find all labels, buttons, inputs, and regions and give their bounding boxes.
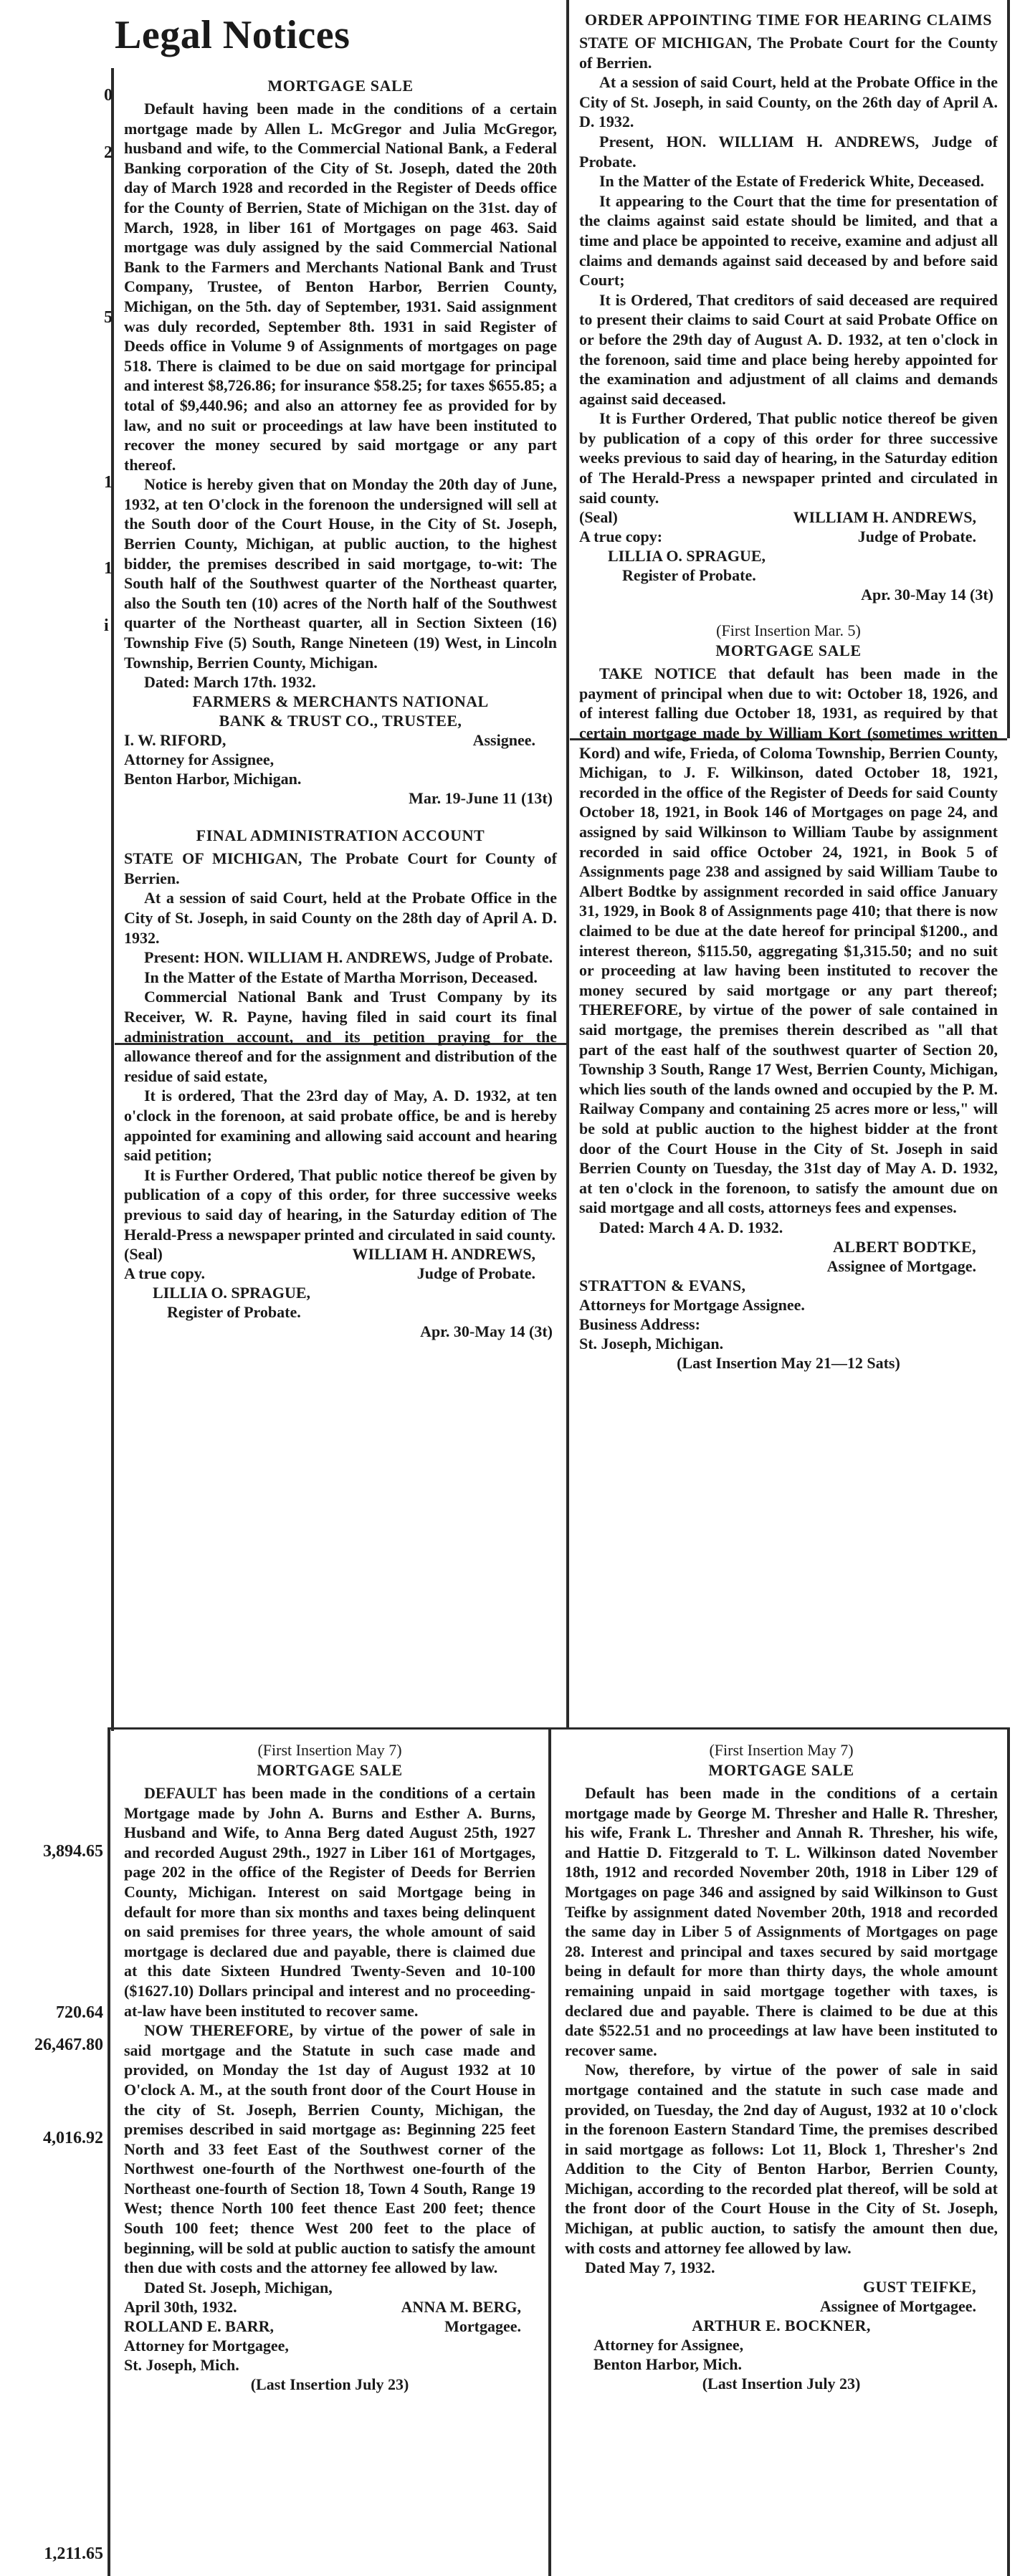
notice-title: MORTGAGE SALE — [267, 77, 414, 95]
true-copy-row — [579, 527, 998, 546]
signer-name: ALBERT BODTKE, — [832, 1237, 976, 1256]
true-copy-row — [124, 1264, 557, 1283]
signer-line: BANK & TRUST CO., TRUSTEE, — [219, 712, 462, 730]
judge-name: WILLIAM H. ANDREWS, — [352, 1245, 535, 1264]
attorney-row — [124, 2317, 535, 2336]
attorney-address: Benton Harbor, Mich. — [593, 2355, 742, 2374]
claims-hearing-notice — [573, 10, 1003, 605]
notice-title: ORDER APPOINTING TIME FOR HEARING CLAIMS — [584, 11, 993, 29]
notice-paragraph: In the Matter of the Estate of Martha Morrison, Deceased. — [144, 968, 538, 986]
signer-line: FARMERS & MERCHANTS NATIONAL — [192, 692, 489, 711]
notice-state-line: STATE OF MICHIGAN, The Probate Court for County of Berrien. — [124, 849, 557, 887]
notice-paragraph: NOW THEREFORE, by virtue of the power of sale in said mortgage and the Statute in such case made and provided, on Monday the 1st day of August 1932 at 10 O'clock A. M., at the south front door of the Court House in the city of St. Joseph, Berrien County, Michigan, the premises described in said mortgage as: Beginning 225 feet North and 33 feet East of the Southwest corner of the Northwest one-fourth of the Northwest one-fourth of the Northeast one-fourth of Section 18, Town 4 South, Range 19 West; thence North 100 feet thence East 200 feet; thence South 100 feet; thence West 200 feet to the place of beginning, will be sold at public auction to satisfy the amount then due with costs and the attorney fee allowed by law. — [124, 2021, 535, 2277]
signer-title: Assignee of Mortgagee. — [819, 2297, 976, 2316]
column-rule-bottom-right — [1007, 1727, 1010, 2576]
final-account-notice — [118, 826, 563, 1342]
column-c — [118, 1735, 541, 2573]
register-title: Register of Probate. — [622, 566, 756, 585]
column-rule-middle — [566, 0, 569, 1727]
attorney-title: Attorney for Mortgagee, — [124, 2336, 289, 2355]
column-rule-bottom-middle — [548, 1727, 551, 2576]
notice-paragraph: Present: HON. WILLIAM H. ANDREWS, Judge of Probate. — [144, 948, 553, 967]
notice-title: MORTGAGE SALE — [708, 1761, 854, 1779]
notice-date: Dated St. Joseph, Michigan, — [144, 2278, 333, 2296]
edge-number: i — [104, 616, 109, 635]
notice-paragraph: At a session of said Court, held at the Probate Office in the City of St. Joseph, in said County, on the 26th day of April A. D. 1932. — [579, 73, 998, 131]
assignee-label: Assignee. — [472, 731, 535, 750]
edge-number: 1 — [104, 559, 113, 578]
first-insertion: (First Insertion May 7) — [257, 1741, 402, 1759]
last-insertion: (Last Insertion July 23) — [250, 2375, 409, 2393]
margin-figures — [0, 1735, 108, 2576]
business-label: Business Address: — [579, 1315, 700, 1333]
edge-number: 2 — [104, 143, 113, 162]
notice-paragraph: It appearing to the Court that the time for presentation of the claims against said estate should be limited, and that a time and place be appointed to receive, examine and adjust all claims and demands against said deceased by and before said Court; — [579, 191, 998, 290]
notice-paragraph: Present, HON. WILLIAM H. ANDREWS, Judge of Probate. — [579, 132, 998, 171]
column-a — [118, 72, 563, 1720]
judge-name: WILLIAM H. ANDREWS, — [793, 508, 976, 527]
margin-figure: 3,894.65 — [43, 1842, 103, 1861]
first-insertion: (First Insertion Mar. 5) — [716, 621, 861, 640]
notice-paragraph: It is ordered, That the 23rd day of May, A. D. 1932, at ten o'clock in the forenoon, at said probate office, be and is hereby appointed for examining and allowing said account and hearing said petition; — [124, 1087, 557, 1165]
date-signer-row — [124, 2297, 535, 2317]
column-b — [573, 6, 1003, 1720]
margin-figure: 1,211.65 — [44, 2544, 103, 2563]
notice-paragraph: It is Further Ordered, That public notice thereof be given by publication of a copy of this order, for three successive weeks previous to said day of hearing, in the Saturday edition of The Herald-Press a newspaper printed and circulated in said county. — [124, 1165, 557, 1244]
attorney-name: ROLLAND E. BARR, — [124, 2317, 275, 2335]
register-title: Register of Probate. — [167, 1303, 301, 1322]
attorney-address: Benton Harbor, Michigan. — [124, 770, 302, 788]
edge-number: 5 — [104, 308, 113, 327]
true-copy-label: A true copy: — [579, 528, 663, 546]
margin-figure: 720.64 — [56, 2003, 103, 2022]
signer-title: Mortgagee. — [444, 2317, 521, 2335]
notice-paragraph: Commercial National Bank and Trust Company by its Receiver, W. R. Payne, having filed in said court its final administration account, and its petition praying for the allowance thereof and for the assignment and distribution of the residue of said estate, — [124, 988, 557, 1085]
notice-paragraph: DEFAULT has been made in the conditions of a certain Mortgage made by John A. Burns and Esther A. Burns, Husband and Wife, to Anna Berg dated August 25th, 1927 and recorded August 29th., 1927 in Liber 161 of Mortgages, page 202 in the office of the Register of Deeds for Berrien County, Michigan. Interest on said Mortgage being in default for more than six months and taxes being delinquent on said premises for three years, the whole amount of said mortgage is declared due and payable, there is claimed due at this date Sixteen Hundred Twenty-Seven and 10-100 ($1627.10) Dollars principal and interest and no proceeding-at-law have been instituted to recover same. — [124, 1784, 535, 2020]
notice-paragraph: It is Ordered, That creditors of said deceased are required to present their claims to said Court at said Probate Office on or before the 29th day of August A. D. 1932, at ten o'clock in the forenoon, said time and place being hereby appointed for the examination and adjustment of all claims and demands against said deceased. — [579, 290, 998, 408]
notice-paragraph: Now, therefore, by virtue of the power of sale in said mortgage contained and the statute in such case made and provided, on Tuesday, the 2nd day of August, 1932 at 10 o'clock in the forenoon Eastern Standard Time, the premises described in said mortgage as follows: Lot 11, Block 1, Thresher's 2nd Addition to the City of Benton Harbor, Berrien County, Michigan, according to the recorded plat thereof, will be sold at the front door of the Court House in the City of St. Joseph, Michigan, at public auction, to satisfy the amount then due, with costs and attorney fee allowed by law. — [565, 2061, 998, 2257]
notice-state-line: STATE OF MICHIGAN, The Probate Court for the County of Berrien. — [579, 34, 998, 72]
attorney-name: I. W. RIFORD, — [124, 731, 227, 750]
column-rule-right — [1007, 0, 1010, 738]
margin-figure: 26,467.80 — [34, 2036, 103, 2054]
insertion-range: Mar. 19-June 11 (13t) — [409, 789, 553, 808]
attorney-title: Attorney for Assignee, — [124, 750, 275, 769]
judge-title: Judge of Probate. — [857, 528, 976, 546]
notice-paragraph: Notice is hereby given that on Monday the 20th day of June, 1932, at ten O'clock in the forenoon the undersigned will sell at the South door of the Court House, in the City of St. Joseph, Berrien County, Michigan, at public auction, to the highest bidder, the premises described in said mortgage, to-wit: The South half of the Southwest quarter of the Northeast quarter, also the South ten (10) acres of the North half of the Southwest quarter of the Northeast quarter, all in Section Sixteen (16) Township Five (5) South, Range Nineteen (19) West, in Lincoln Township, Berrien County, Michigan. — [124, 475, 557, 672]
attorney-row — [124, 730, 557, 750]
attorney-title: Attorney for Assignee, — [593, 2336, 744, 2355]
margin-figure: 4,016.92 — [43, 2129, 103, 2147]
notice-paragraph: At a session of said Court, held at the Probate Office in the City of St. Joseph, in said County on the 28th day of April A. D. 1932. — [124, 889, 557, 947]
notice-title: MORTGAGE SALE — [715, 641, 862, 660]
law-firm: STRATTON & EVANS, — [579, 1276, 746, 1294]
true-copy-label: A true copy. — [124, 1264, 206, 1283]
notice-paragraph: Default has been made in the conditions of a certain mortgage made by George M. Thresher and Halle R. Thresher, his wife, Frank L. Thresher and Annah R. Thresher, his wife, and Hattie D. Fitzgerald to T. L. Wilkinson dated November 18th, 1912 and recorded November 20th, 1918 in Liber 129 of Mortgages on page 346 and assigned by said Wilkinson to Gust Teifke by assignment dated November 20th, 1918 and recorded the same day in Liber 5 of Assignments of Mortgages on page 28. Interest and principal and taxes secured by said mortgage being in default for more than thirty days, the whole amount remaining unpaid in said mortgage together with taxes, is declared due and payable. There is claimed to be due at this date $522.51 and no proceedings at law have been instituted to recover same. — [565, 1784, 998, 2059]
attorney-name: ARTHUR E. BOCKNER, — [692, 2317, 871, 2335]
notice-paragraph: It is Further Ordered, That public notice thereof be given by publication of a copy of this order for three successive weeks previous to said day of hearing, in the Saturday edition of The Herald-Press a newspaper printed and circulated in said county. — [579, 409, 998, 507]
notice-paragraph: In the Matter of the Estate of Frederick White, Deceased. — [599, 172, 985, 191]
attorney-address: St. Joseph, Mich. — [124, 2355, 239, 2374]
seal-label: (Seal) — [579, 508, 618, 527]
edge-number: 1 — [104, 473, 113, 492]
mortgage-sale-notice — [559, 1740, 1003, 2393]
seal-label: (Seal) — [124, 1245, 163, 1264]
seal-row — [579, 507, 998, 527]
business-address: St. Joseph, Michigan. — [579, 1334, 724, 1353]
notice-paragraph: Default having been made in the conditions of a certain mortgage made by Allen L. McGregor and Julia McGregor, husband and wife, to the Commercial National Bank, a Federal Banking corporation of the City of St. Joseph, dated the 20th day of March 1928 and recorded in the Register of Deeds office for the County of Berrien, State of Michigan on the 31st. day of March, 1928, in liber 161 of Mortgages on page 463. Said mortgage was duly assigned by the said Commercial National Bank to the Farmers and Merchants National Bank and Trust Company, Trustee, of Benton Harbor, Berrien County, Michigan, on the 5th. day of September, 1931. Said assignment was duly recorded, September 8th. 1931 in said Register of Deeds office in Volume 9 of Assignments of mortgages on page 518. There is claimed to be due on said mortgage for principal and interest $8,726.86; for insurance $58.25; for taxes $655.85; a total of $9,440.96; and also an attorney fee as provided for by law, and no suit or proceedings at law have been instituted to recover the money secured by said mortgage or any part thereof. — [124, 100, 557, 474]
notice-date: Dated: March 4 A. D. 1932. — [599, 1218, 783, 1236]
page-title: Legal Notices — [115, 13, 351, 57]
first-insertion: (First Insertion May 7) — [709, 1741, 854, 1759]
register-name: LILLIA O. SPRAGUE, — [153, 1284, 311, 1302]
notice-title: FINAL ADMINISTRATION ACCOUNT — [196, 826, 485, 845]
notice-date: Dated May 7, 1932. — [585, 2258, 715, 2277]
mortgage-sale-notice — [573, 621, 1003, 1373]
judge-title: Judge of Probate. — [416, 1264, 535, 1283]
attorneys-line: Attorneys for Mortgage Assignee. — [579, 1295, 805, 1314]
insertion-range: Apr. 30-May 14 (3t) — [420, 1322, 553, 1341]
section-divider — [108, 1727, 1009, 1730]
edge-number: 0 — [104, 86, 113, 105]
seal-row — [124, 1244, 557, 1264]
notice-date: Dated: March 17th. 1932. — [144, 673, 316, 692]
notice-title: MORTGAGE SALE — [257, 1761, 403, 1779]
notice-date-line: April 30th, 1932. — [124, 2297, 237, 2316]
register-name: LILLIA O. SPRAGUE, — [608, 547, 766, 566]
column-rule-bottom-left — [108, 1727, 110, 2576]
insertion-range: Apr. 30-May 14 (3t) — [861, 586, 993, 604]
last-insertion: (Last Insertion May 21—12 Sats) — [677, 1353, 900, 1372]
edge-numbers — [104, 72, 118, 645]
signer-title: Assignee of Mortgage. — [826, 1256, 976, 1275]
last-insertion: (Last Insertion July 23) — [702, 2375, 861, 2393]
mortgage-sale-notice — [118, 1740, 541, 2394]
column-d — [559, 1735, 1003, 2573]
signer-name: ANNA M. BERG, — [401, 2297, 521, 2316]
signer-name: GUST TEIFKE, — [862, 2278, 976, 2296]
mortgage-sale-notice — [118, 76, 563, 808]
notice-paragraph: TAKE NOTICE that default has been made in the payment of principal when due to wit: October 18, 1926, and of interest falling due October 18, 1931, as required by that certain mortgage made by William Kort (sometimes written Kord) and wife, Frieda, of Coloma Township, Berrien County, Michigan, to J. F. Wilkinson, dated October 18, 1921, recorded in the office of the Register of Deeds for said County October 18, 1921, in Book 146 of Mortgages on page 24, and assigned by said Wilkinson to William Taube by assignment recorded in said office October 24, 1921, in Book 5 of Assignments page 238 and assigned by said William Taube to Albert Bodtke by assignment recorded in said office January 31, 1929, in Book 8 of Assignments page 410; that there is now claimed to be due at the date hereof for principal $1200., and interest thereon, $115.50, aggregating $1,315.50; and no suit or proceeding at law having been instituted to recover the money secured by said mortgage or any part thereof; THEREFORE, by virtue of the power of sale contained in said mortgage, the premises therein described as "all that part of the east half of the southwest quarter of Section 20, Township 3 South, Range 17 West, Berrien County, Michigan, which lies south of the lands owned and occupied by the P. M. Railway Company and containing 25 acres more or less," will be sold at public auction to the highest bidder at the front door of the Court House in the City of St. Joseph in said Berrien County on Tuesday, the 31st day of May A. D. 1932, at ten o'clock in the forenoon, to satisfy the amount due on said mortgage and all costs, attorneys fees and expenses. — [579, 664, 998, 1217]
